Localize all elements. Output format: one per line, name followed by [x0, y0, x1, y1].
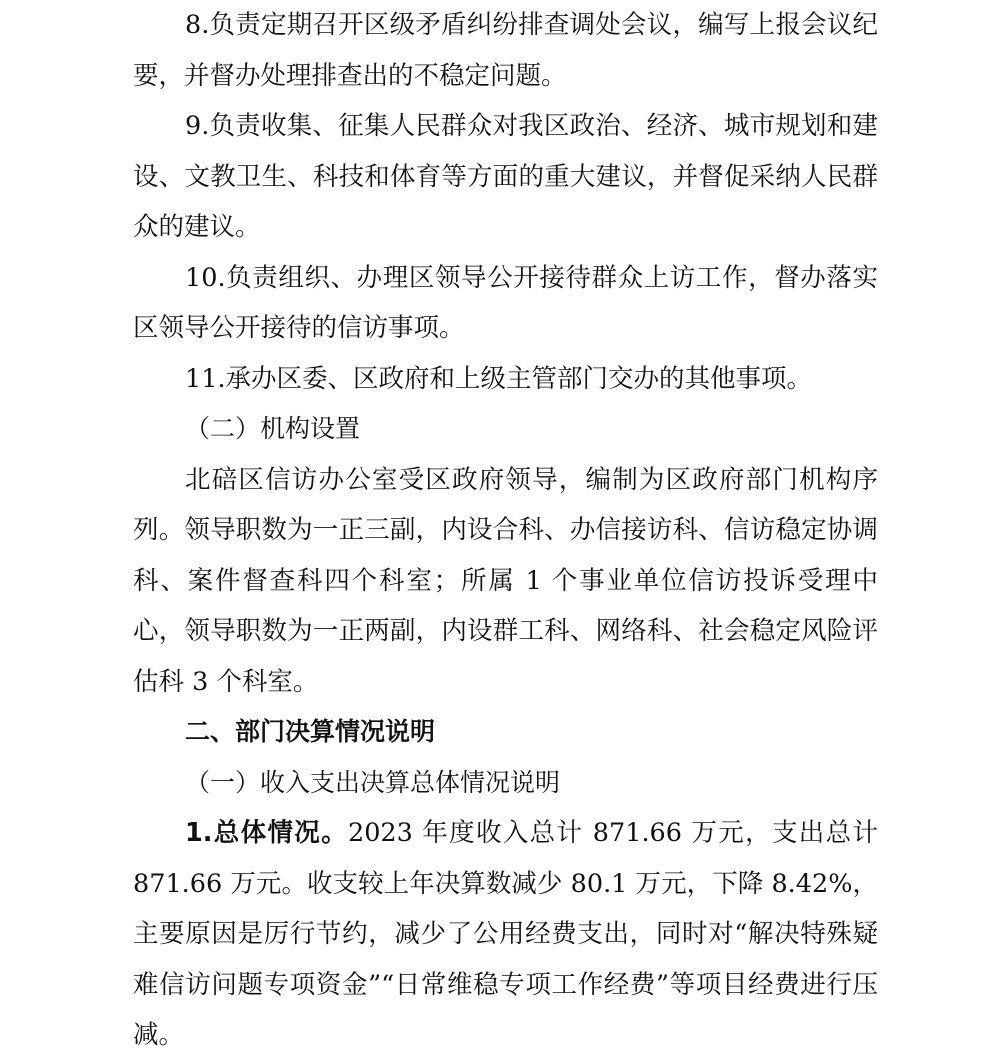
org-setup-heading: （二）机构设置: [185, 414, 361, 443]
section-2-heading: 二、部门决算情况说明: [185, 717, 436, 746]
overview-text: 2023 年度收入总计 871.66 万元，支出总计 871.66 万元。收支较上年决算数减少 80.1 万元，下降 8.42%，主要原因是厉行节约，减少了公用经费支出，同时对“解决特殊疑难信访问题专项资金”“日常维稳专项工作经费”等项目经费进行压减。: [133, 818, 878, 1050]
duty-item-9: 9.负责收集、征集人民群众对我区政治、经济、城市规划和建设、文教卫生、科技和体育等方面的重大建议，并督促采纳人民群众的建议。: [133, 111, 878, 242]
document-page: [133, 0, 878, 1061]
org-setup-paragraph: 北碚区信访办公室受区政府领导，编制为区政府部门机构序列。领导职数为一正三副，内设合科、办信接访科、信访稳定协调科、案件督查科四个科室；所属 1 个事业单位信访投诉受理中心，领导职数为一正两副，内设群工科、网络科、社会稳定风险评估科 3 个科室。: [133, 464, 878, 697]
duty-item-8: 8.负责定期召开区级矛盾纠纷排查调处会议，编写上报会议纪要，并督办处理排查出的不稳定问题。: [133, 10, 878, 91]
overview-paragraph: [133, 808, 878, 1061]
duty-item-10: 10.负责组织、办理区领导公开接待群众上访工作，督办落实区领导公开接待的信访事项。: [133, 262, 878, 343]
overview-lead: 1.总体情况。: [185, 818, 348, 848]
income-expense-heading: （一）收入支出决算总体情况说明: [185, 767, 561, 797]
duty-item-11: 11.承办区委、区政府和上级主管部门交办的其他事项。: [185, 363, 813, 394]
